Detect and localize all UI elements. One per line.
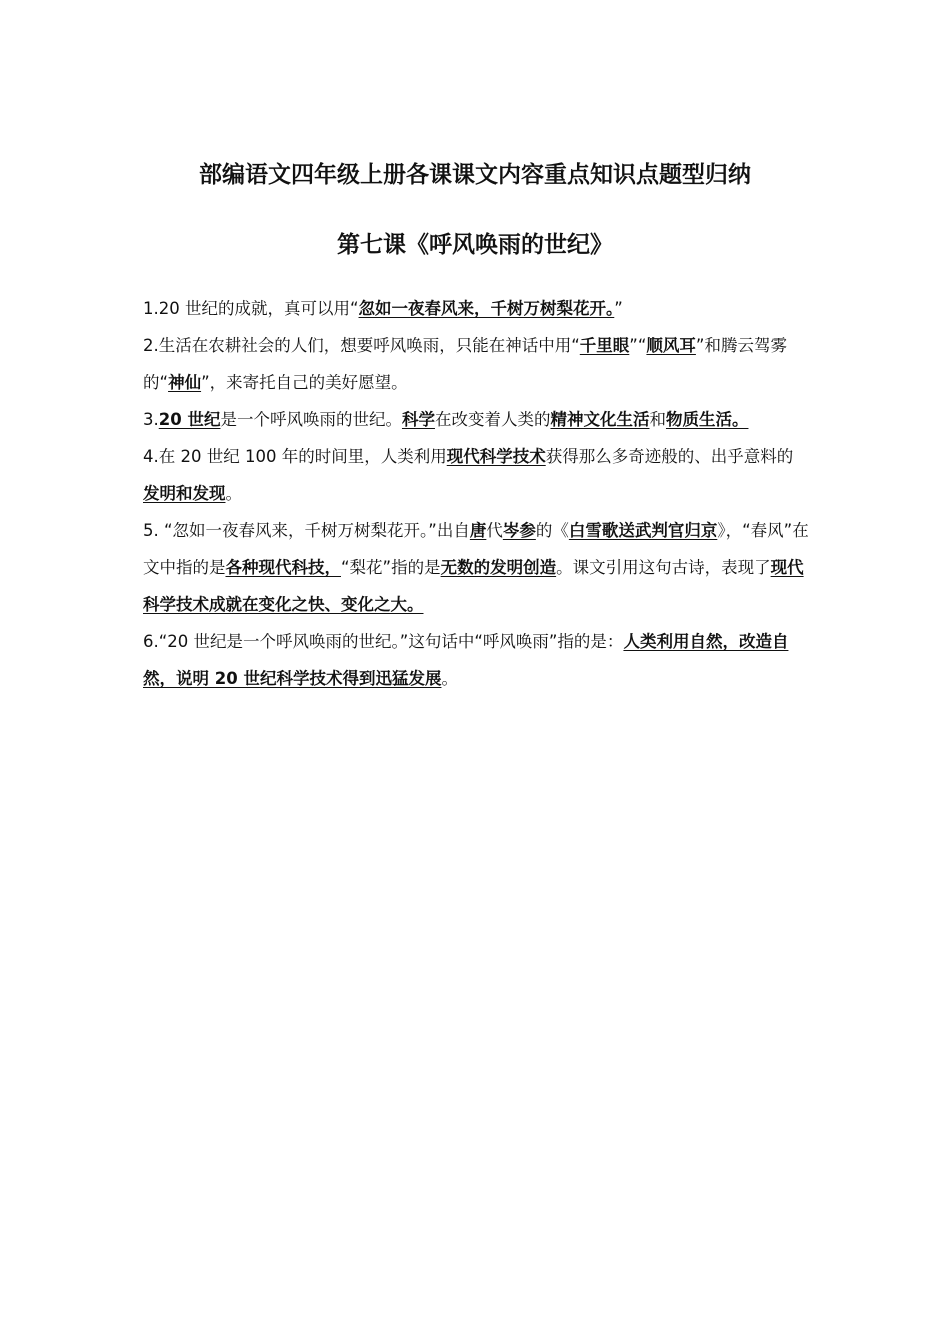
key-term: 现代科学技术成就在变化之快、变化之大。 <box>143 558 804 614</box>
key-term: 白雪歌送武判官归京 <box>568 521 718 540</box>
key-term: 科学 <box>401 410 435 429</box>
text-segment: “梨花”指的是 <box>341 558 441 577</box>
lesson-title: 第七课《呼风唤雨的世纪》 <box>337 232 613 258</box>
key-term: 现代科学技术 <box>446 447 546 466</box>
knowledge-points <box>143 290 809 697</box>
key-term: 顺风耳 <box>646 336 696 355</box>
key-term: 发明和发现 <box>143 484 226 503</box>
knowledge-point-1 <box>143 290 809 327</box>
key-term: 精神文化生活 <box>550 410 650 429</box>
text-segment: 的《 <box>535 521 569 540</box>
text-segment: ”和腾云驾雾的“ <box>143 336 787 392</box>
text-segment: 。 <box>225 484 242 503</box>
text-segment: 。 <box>441 669 458 688</box>
key-term: 20 世纪 <box>158 410 221 429</box>
text-segment: 1.20 世纪的成就，真可以用“ <box>143 299 359 318</box>
text-segment: ”，来寄托自己的美好愿望。 <box>201 373 408 392</box>
key-term: 物质生活。 <box>665 410 749 429</box>
text-segment: 6.“20 世纪是一个呼风唤雨的世纪。”这句话中“呼风唤雨”指的是： <box>143 632 624 651</box>
text-segment: ”“ <box>629 336 647 355</box>
text-segment: 在改变着人类的 <box>434 410 551 429</box>
text-segment: 4.在 20 世纪 100 年的时间里，人类利用 <box>143 447 447 466</box>
key-term: 唐 <box>469 521 487 540</box>
key-term: 人类利用自然，改造自然，说明 20 世纪科学技术得到迅猛发展 <box>143 632 789 688</box>
key-term: 各种现代科技， <box>225 558 341 577</box>
text-segment: 是一个呼风唤雨的世纪。 <box>220 410 402 429</box>
knowledge-point-3 <box>143 401 809 438</box>
text-segment: 和 <box>649 410 666 429</box>
page-title: 部编语文四年级上册各课课文内容重点知识点题型归纳 <box>199 162 751 188</box>
key-term: 千里眼 <box>579 336 630 355</box>
knowledge-point-2 <box>143 327 809 401</box>
text-segment: 2.生活在农耕社会的人们，想要呼风唤雨，只能在神话中用“ <box>143 336 580 355</box>
text-segment: ” <box>614 299 623 318</box>
text-segment: 。课文引用这句古诗，表现了 <box>556 558 771 577</box>
text-segment: 代 <box>486 521 503 540</box>
text-segment: 》，“春风”在文中指的是 <box>143 521 809 577</box>
key-term: 岑参 <box>502 521 536 540</box>
knowledge-point-6 <box>143 623 809 697</box>
text-segment: 5. “忽如一夜春风来，千树万树梨花开。”出自 <box>143 521 470 540</box>
key-term: 无数的发明创造 <box>440 558 557 577</box>
key-term: 忽如一夜春风来，千树万树梨花开。 <box>358 299 615 318</box>
knowledge-point-4 <box>143 438 809 512</box>
text-segment: 获得那么多奇迹般的、出乎意料的 <box>545 447 794 466</box>
knowledge-point-5 <box>143 512 809 623</box>
key-term: 神仙 <box>168 373 202 392</box>
text-segment: 3. <box>143 410 159 429</box>
